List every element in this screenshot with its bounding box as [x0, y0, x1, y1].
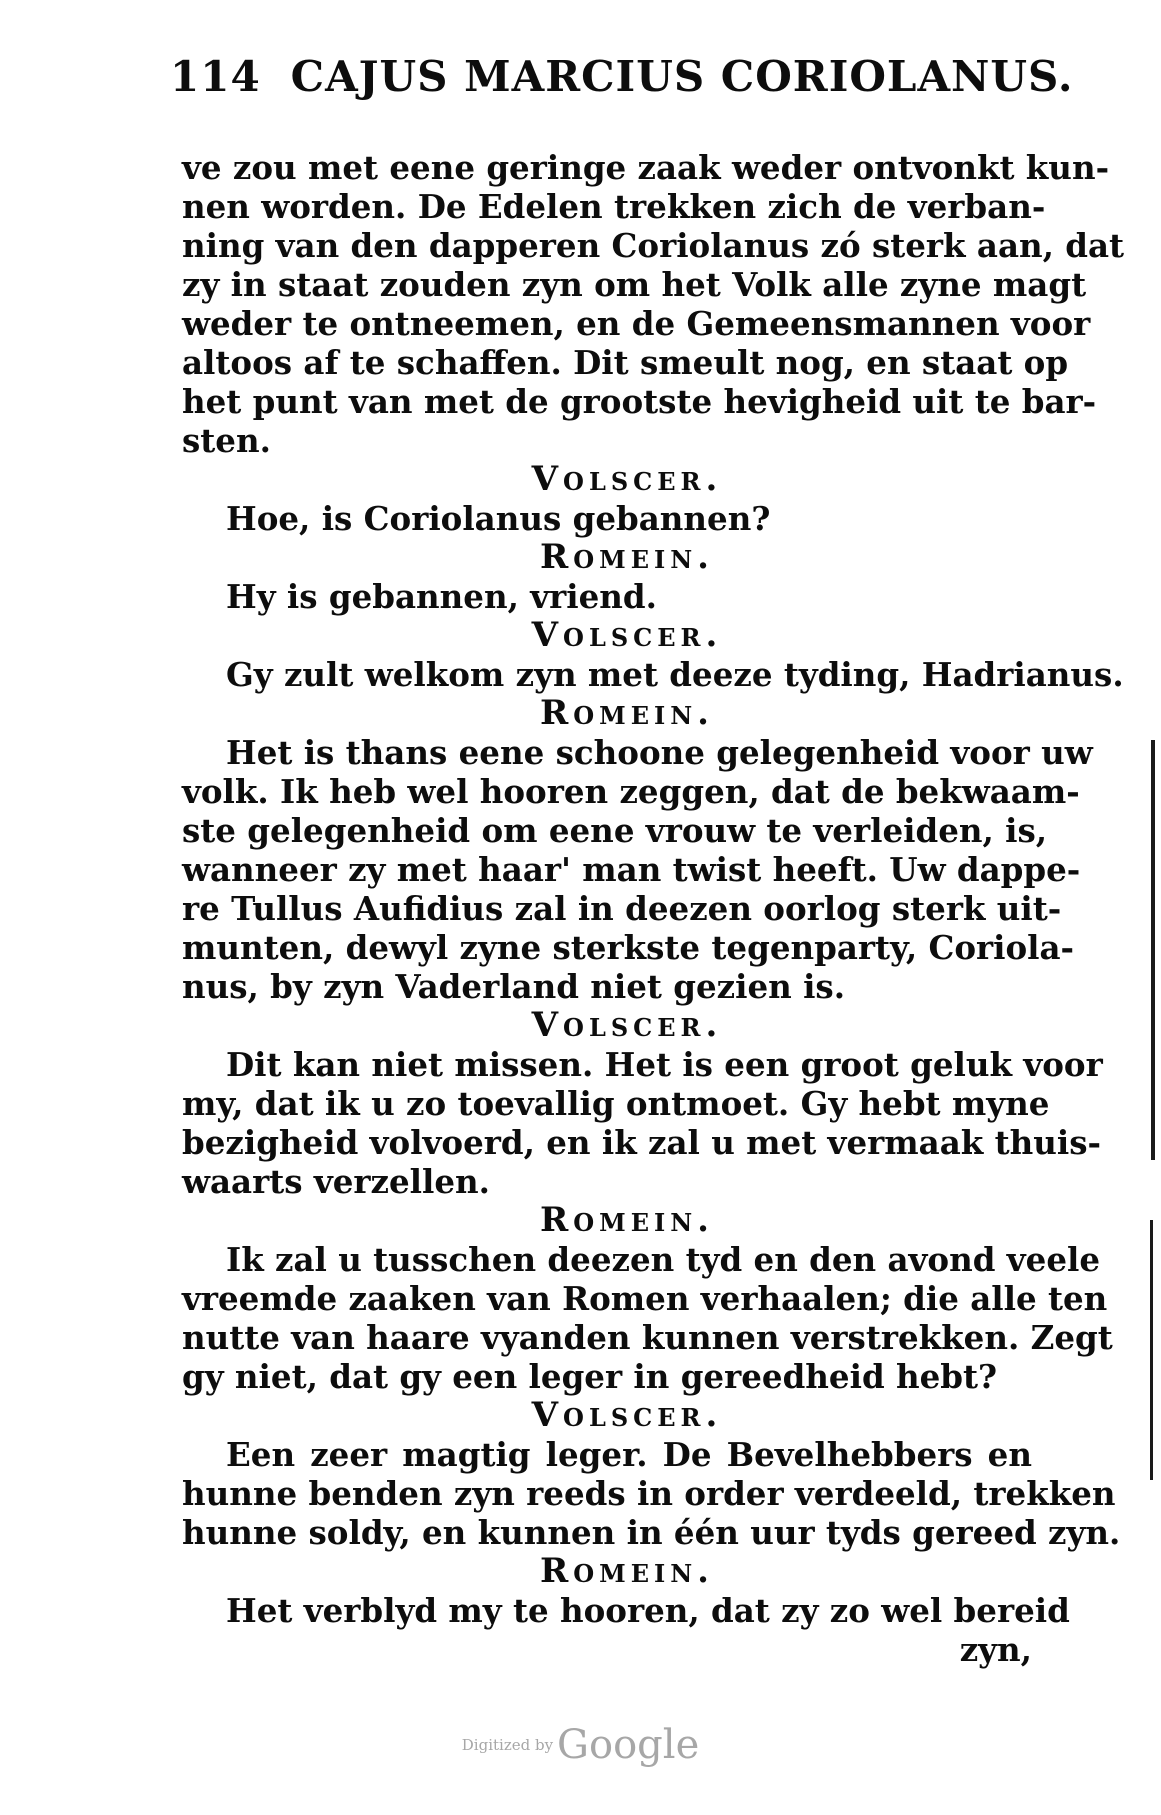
page-edge-shadow	[1151, 740, 1155, 1160]
text-line: munten, dewyl zyne sterkste tegenparty, Coriola-	[182, 928, 1075, 967]
text-line: Het verblyd my te hooren, dat zy zo wel bereid	[226, 1591, 1070, 1630]
speech	[182, 577, 1032, 616]
speaker-heading: Volscer.	[531, 1005, 723, 1045]
text-line: nen worden. De Edelen trekken zich de verban-	[182, 187, 1046, 226]
running-title: CAJUS MARCIUS CORIOLANUS.	[290, 52, 1074, 101]
speech	[182, 733, 1093, 1006]
speaker-heading: Romein.	[539, 1200, 715, 1240]
text-line: Hy is gebannen, vriend.	[226, 577, 657, 616]
opening-paragraph	[182, 148, 1125, 460]
text-line: Gy zult welkom zyn met deeze tyding, Hadrianus.	[226, 655, 1124, 694]
text-line: waarts verzellen.	[182, 1162, 490, 1201]
speaker-heading: Volscer.	[531, 615, 723, 655]
text-line: gy niet, dat gy een leger in gereedheid hebt?	[182, 1357, 998, 1396]
text-line: ve zou met eene geringe zaak weder ontvonkt kun-	[182, 148, 1110, 187]
page-number: 114	[170, 52, 261, 101]
text-line: Hoe, is Coriolanus gebannen?	[226, 499, 771, 538]
text-line: ning van den dapperen Coriolanus zó sterk aan, dat	[182, 226, 1125, 265]
text-line: hunne benden zyn reeds in order verdeeld, trekken	[182, 1474, 1116, 1513]
text-line: nutte van haare vyanden kunnen verstrekken. Zegt	[182, 1318, 1113, 1357]
text-line: Dit kan niet missen. Het is een groot geluk voor	[226, 1045, 1103, 1084]
speech	[182, 1591, 1070, 1630]
text-line: Ik zal u tusschen deezen tyd en den avond veele	[226, 1240, 1101, 1279]
speech	[182, 499, 1032, 538]
speaker-heading: Romein.	[539, 693, 715, 733]
speaker-heading: Volscer.	[531, 1395, 723, 1435]
text-line: volk. Ik heb wel hooren zeggen, dat de bekwaam-	[182, 772, 1080, 811]
digitization-watermark	[0, 1722, 1161, 1768]
text-line: wanneer zy met haar' man twist heeft. Uw dappe-	[182, 850, 1081, 889]
text-line: Een zeer magtig leger. De Bevelhebbers en	[226, 1435, 1032, 1474]
text-line: nus, by zyn Vaderland niet gezien is.	[182, 967, 846, 1006]
speech	[182, 1045, 1103, 1201]
text-line: re Tullus Aufidius zal in deezen oorlog sterk uit-	[182, 889, 1062, 928]
text-line: hunne soldy, en kunnen in één uur tyds gereed zyn.	[182, 1513, 1121, 1552]
speech	[182, 1240, 1113, 1396]
text-line: altoos af te schaffen. Dit smeult nog, en staat op	[182, 343, 1069, 382]
page-edge-shadow	[1150, 1220, 1153, 1480]
catchword: zyn,	[959, 1630, 1032, 1669]
speech	[182, 655, 1124, 694]
text-line: ste gelegenheid om eene vrouw te verleiden, is,	[182, 811, 1048, 850]
text-line: bezigheid volvoerd, en ik zal u met vermaak thuis-	[182, 1123, 1101, 1162]
text-line: weder te ontneemen, en de Gemeensmannen voor	[182, 304, 1091, 343]
speaker-heading: Romein.	[539, 537, 715, 577]
speaker-heading: Romein.	[539, 1551, 715, 1591]
text-line: vreemde zaaken van Romen verhaalen; die alle ten	[182, 1279, 1108, 1318]
text-line: my, dat ik u zo toevallig ontmoet. Gy hebt myne	[182, 1084, 1050, 1123]
text-line: zy in staat zouden zyn om het Volk alle zyne magt	[182, 265, 1087, 304]
text-line: Het is thans eene schoone gelegenheid voor uw	[226, 733, 1093, 772]
speaker-heading: Volscer.	[531, 459, 723, 499]
running-header	[170, 52, 1074, 101]
text-line: sten.	[182, 421, 271, 460]
google-logo: Google	[557, 1722, 700, 1768]
text-line: het punt van met de grootste hevigheid uit te bar-	[182, 382, 1097, 421]
digitized-by-label: Digitized by	[461, 1736, 554, 1754]
page-body	[182, 148, 1125, 1669]
speech	[182, 1435, 1121, 1552]
